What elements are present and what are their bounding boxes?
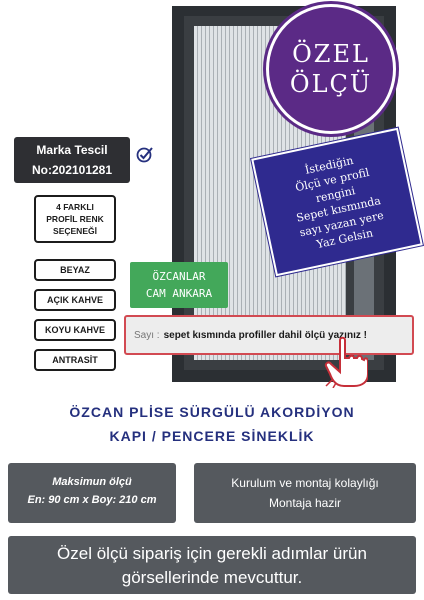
badge-line-2: ÖLÇÜ	[289, 70, 373, 98]
check-circle-icon	[136, 145, 154, 163]
order-info-box	[8, 536, 416, 594]
instruction-card: İstediğin Ölçü ve profil rengini Sepet kısmında sayı yazan yere Yaz Gelsin	[251, 128, 423, 277]
seller-name: ÖZCANLAR	[152, 270, 206, 283]
custom-size-badge	[266, 4, 396, 134]
pointing-hand-icon	[324, 336, 368, 388]
note-label: Sayı :	[134, 329, 160, 341]
installation-ready-text: Montaja hazir	[268, 496, 342, 510]
color-option-antrasit: ANTRASİT	[34, 349, 116, 371]
brand-registration-label: Marka Tescil	[36, 143, 108, 157]
color-option-acik-kahve: AÇIK KAHVE	[34, 289, 116, 311]
max-size-label: Maksimun ölçü	[52, 476, 132, 488]
order-info-line-1: Özel ölçü sipariş için gerekli adımlar ürün	[57, 544, 367, 563]
seller-city: CAM ANKARA	[145, 287, 213, 300]
brand-registration-number: No:202101281	[31, 163, 113, 177]
size-note	[124, 315, 414, 355]
max-size-box	[8, 463, 176, 523]
max-size-value: En: 90 cm x Boy: 210 cm	[27, 494, 157, 506]
installation-text: Kurulum ve montaj kolaylığı	[231, 476, 379, 490]
order-info-line-2: görsellerinde mevcuttur.	[121, 568, 303, 587]
color-options-header: 4 FARKLI PROFİL RENK SEÇENEĞİ	[34, 195, 116, 243]
color-option-beyaz: BEYAZ	[34, 259, 116, 281]
badge-line-1: ÖZEL	[292, 40, 370, 68]
product-title-line-1: ÖZCAN PLİSE SÜRGÜLÜ AKORDİYON	[69, 404, 355, 420]
note-text: sepet kısmında profiller dahil ölçü yazınız !	[163, 329, 367, 341]
brand-registration-box	[14, 137, 130, 183]
color-option-koyu-kahve: KOYU KAHVE	[34, 319, 116, 341]
seller-tag	[130, 262, 228, 308]
installation-box	[194, 463, 416, 523]
product-title-line-2: KAPI / PENCERE SİNEKLİK	[109, 428, 315, 444]
